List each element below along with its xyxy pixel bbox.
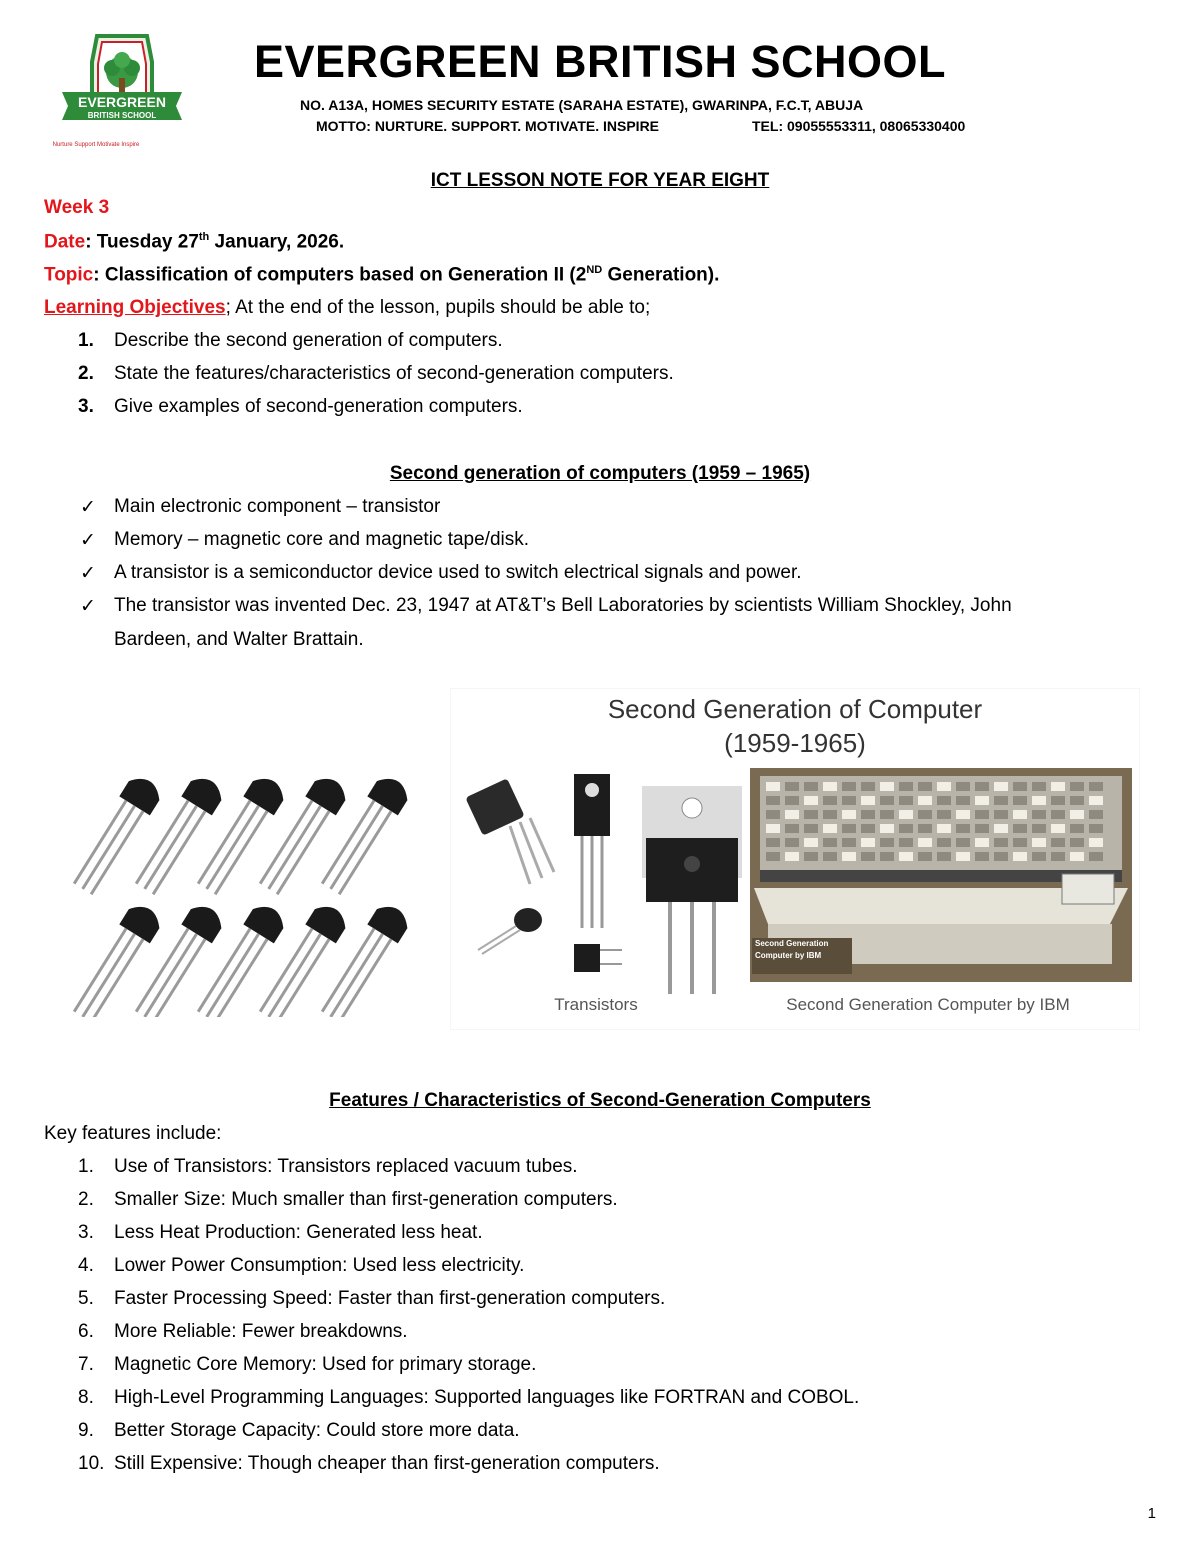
lesson-note-title: ICT LESSON NOTE FOR YEAR EIGHT <box>430 170 770 191</box>
objective-number: 3. <box>78 396 94 417</box>
objective-number: 2. <box>78 363 94 384</box>
figure-title-line2: (1959-1965) <box>724 728 866 758</box>
feature-number: 5. <box>78 1288 94 1309</box>
figure-title-line1: Second Generation of Computer <box>607 694 983 724</box>
topic-text-post: Generation). <box>602 264 720 286</box>
bullet-text-continued: Bardeen, and Walter Brattain. <box>114 629 364 650</box>
feature-text: Lower Power Consumption: Used less electricity. <box>114 1255 525 1276</box>
school-telephone: TEL: 09055553311, 08065330400 <box>752 118 966 134</box>
objective-text: Describe the second generation of computers. <box>114 330 503 351</box>
bullet-text: Main electronic component – transistor <box>114 496 441 517</box>
check-icon: ✓ <box>80 497 96 518</box>
feature-text: Less Heat Production: Generated less heat. <box>114 1222 483 1243</box>
feature-text: Smaller Size: Much smaller than first-generation computers. <box>114 1189 618 1210</box>
date-line <box>44 231 344 253</box>
feature-text: Better Storage Capacity: Could store more data. <box>114 1420 520 1441</box>
topic-label: Topic <box>44 264 94 286</box>
week-label: Week 3 <box>44 197 110 218</box>
date-label: Date <box>44 231 86 253</box>
date-text-pre: : Tuesday 27 <box>85 231 199 253</box>
feature-text: Faster Processing Speed: Faster than first-generation computers. <box>114 1288 666 1309</box>
logo-tagline: Nurture Support Motivate Inspire <box>52 142 140 148</box>
objectives-intro: ; At the end of the lesson, pupils should be able to; <box>225 297 651 318</box>
transistors-image <box>62 752 434 1017</box>
date-sup: th <box>198 231 210 243</box>
feature-text: High-Level Programming Languages: Supported languages like FORTRAN and COBOL. <box>114 1387 860 1408</box>
check-icon: ✓ <box>80 530 96 551</box>
feature-text: Still Expensive: Though cheaper than first-generation computers. <box>114 1453 660 1474</box>
feature-number: 9. <box>78 1420 94 1441</box>
topic-sup: ND <box>586 264 603 276</box>
feature-number: 7. <box>78 1354 94 1375</box>
inset-label-1: Second Generation <box>755 939 829 948</box>
date-text-post: January, 2026. <box>209 231 345 253</box>
bullet-text: A transistor is a semiconductor device used to switch electrical signals and power. <box>114 562 802 583</box>
second-generation-figure <box>450 688 1140 1030</box>
feature-text: Magnetic Core Memory: Used for primary storage. <box>114 1354 537 1375</box>
objective-text: State the features/characteristics of second-generation computers. <box>114 363 674 384</box>
logo-bottom-text: BRITISH SCHOOL <box>87 111 157 120</box>
feature-text: Use of Transistors: Transistors replaced vacuum tubes. <box>114 1156 578 1177</box>
objectives-label: Learning Objectives <box>44 297 226 318</box>
second-generation-heading: Second generation of computers (1959 – 1965) <box>389 463 811 484</box>
feature-number: 4. <box>78 1255 94 1276</box>
school-motto: MOTTO: NURTURE. SUPPORT. MOTIVATE. INSPIRE <box>316 118 660 134</box>
features-heading: Features / Characteristics of Second-Generation Computers <box>329 1090 871 1111</box>
feature-number: 6. <box>78 1321 94 1342</box>
check-icon: ✓ <box>80 563 96 584</box>
objectives-line <box>44 297 650 319</box>
feature-number: 8. <box>78 1387 94 1408</box>
caption-transistors: Transistors <box>554 995 638 1014</box>
ibm-computer-photo <box>750 768 1132 982</box>
check-icon: ✓ <box>80 596 96 617</box>
bullet-text: The transistor was invented Dec. 23, 1947 at AT&T’s Bell Laboratories by scientists William Shockley, John <box>114 595 1012 616</box>
topic-text-pre: : Classification of computers based on Generation II (2 <box>93 264 587 286</box>
school-name: EVERGREEN BRITISH SCHOOL <box>253 36 947 87</box>
bullet-text: Memory – magnetic core and magnetic tape/disk. <box>114 529 530 550</box>
inset-label-2: Computer by IBM <box>755 951 822 960</box>
feature-text: More Reliable: Fewer breakdowns. <box>114 1321 408 1342</box>
feature-number: 1. <box>78 1156 94 1177</box>
logo-top-text: EVERGREEN <box>78 94 166 110</box>
school-address: NO. A13A, HOMES SECURITY ESTATE (SARAHA ESTATE), GWARINPA, F.C.T, ABUJA <box>300 97 864 113</box>
topic-line <box>44 264 719 286</box>
feature-number: 2. <box>78 1189 94 1210</box>
objective-number: 1. <box>78 330 94 351</box>
objective-text: Give examples of second-generation computers. <box>114 396 523 417</box>
feature-number: 3. <box>78 1222 94 1243</box>
feature-number: 10. <box>78 1453 105 1474</box>
page-number: 1 <box>1147 1505 1156 1522</box>
caption-ibm-computer: Second Generation Computer by IBM <box>786 995 1070 1014</box>
features-intro: Key features include: <box>44 1123 222 1144</box>
transistor-icon <box>67 900 165 1017</box>
